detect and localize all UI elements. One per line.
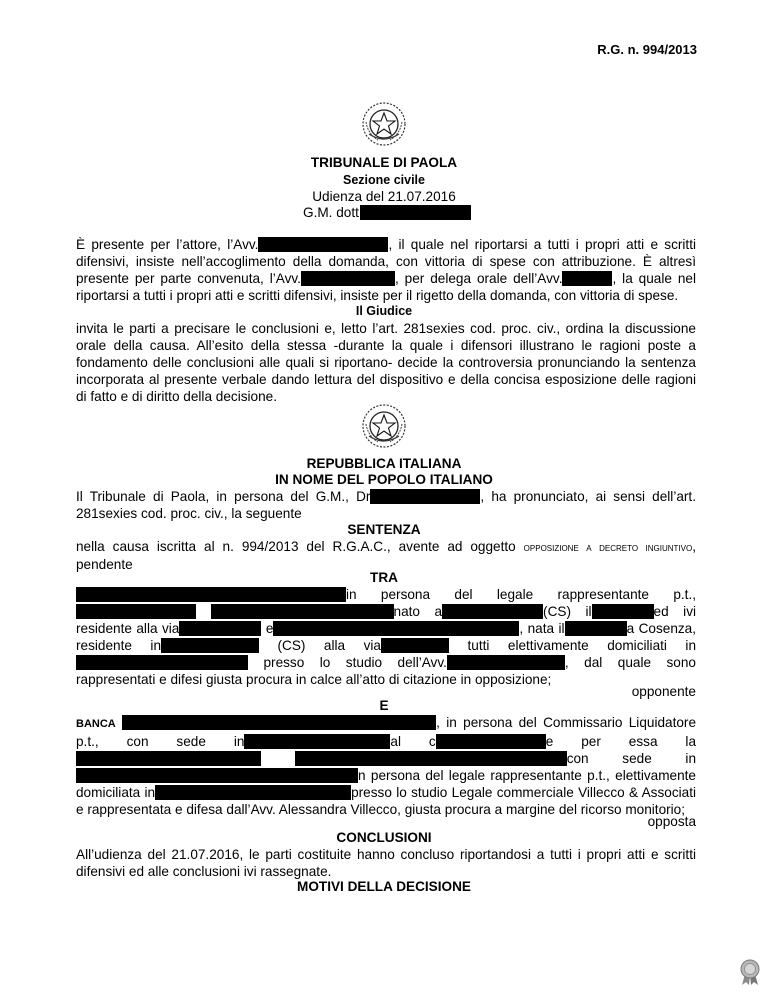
paragraph-tribunal: Il Tribunale di Paola, in persona del G.M., Dr , ha pronunciato, ai sensi dell’art. 281sexies cod. proc. civ., la seguente bbox=[76, 489, 696, 521]
between-heading: TRA bbox=[370, 570, 398, 585]
paragraph-conclusions: All’udienza del 21.07.2016, le parti costituite hanno concluso riportandosi a tutti i propri atti e scritti difensivi ed alle conclusioni ivi rassegnate. bbox=[76, 847, 696, 879]
and-separator: E bbox=[379, 698, 389, 713]
republic-emblem-icon bbox=[360, 402, 408, 450]
conclusions-heading: CONCLUSIONI bbox=[336, 830, 432, 845]
court-name: TRIBUNALE DI PAOLA bbox=[310, 155, 458, 170]
paragraph-defendant: BANCA , in persona del Commissario Liquidatore p.t., con sede in al c e per essa la con sede inn persona del legale rappresentante p.t., elettivamente domiciliata in presso lo studio Legale commerciale Villecco & Associati e rappresentata e difesa dall’Avv. Alessandra Villecco, giusta procura a margine del ricorso monitorio; bbox=[76, 715, 697, 817]
sentence-heading: SENTENZA bbox=[347, 522, 421, 537]
republic-heading: REPUBBLICA ITALIANA bbox=[306, 456, 462, 471]
paragraph-invitation: invita le parti a precisare le conclusioni e, letto l’art. 281sexies cod. proc. civ., ordina la discussione orale della causa. All’esito della stessa -durante la quale i difensori illustrano le ragioni poste a fondamento delle conclusioni alle quali si riportano- decide la controversia pronunciando la sentenza incorporata al presente verbale dando lettura del dispositivo e della concisa esposizione delle ragioni di fatto e di diritto della decisione. bbox=[76, 321, 696, 404]
rosette-badge-icon bbox=[736, 958, 764, 986]
opposed-label: opposta bbox=[647, 814, 696, 829]
reasons-heading: MOTIVI DELLA DECISIONE bbox=[297, 879, 471, 894]
republic-emblem-icon bbox=[360, 100, 408, 148]
paragraph-case: nella causa iscritta al n. 994/2013 del R.G.A.C., avente ad oggetto opposizione a decreto ingiuntivo, pendente bbox=[76, 539, 696, 572]
hearing-date: Udienza del 21.07.2016 bbox=[312, 189, 456, 204]
paragraph-attendance: È presente per l’attore, l’Avv. , il quale nel riportarsi a tutti i propri atti e scritti difensivi, insiste nell’accoglimento della domanda, con vittoria di spese con attribuzione. È altresì presente per parte convenuta, l’Avv. , per delega orale dell’Avv. , la quale nel riportarsi a tutti i propri atti e scritti difensivi, insiste per il rigetto della domanda, con vittoria di spese. bbox=[76, 237, 697, 303]
court-section: Sezione civile bbox=[343, 173, 425, 187]
judge-line: G.M. dott bbox=[303, 205, 471, 220]
people-heading: IN NOME DEL POPOLO ITALIANO bbox=[275, 472, 493, 487]
opponent-label: opponente bbox=[631, 684, 696, 699]
judge-heading: Il Giudice bbox=[355, 304, 413, 318]
paragraph-plaintiff: in persona del legale rappresentante p.t., nato a (CS) il ed ivi residente alla via e , nata il a Cosenza, residente in (CS) alla via tutti elettivamente domiciliati in presso lo studio dell’Avv. , dal quale sono rappresentati e difesi giusta procura in calce all’atto di citazione in opposizione; bbox=[76, 587, 697, 687]
case-number: R.G. n. 994/2013 bbox=[597, 42, 697, 57]
